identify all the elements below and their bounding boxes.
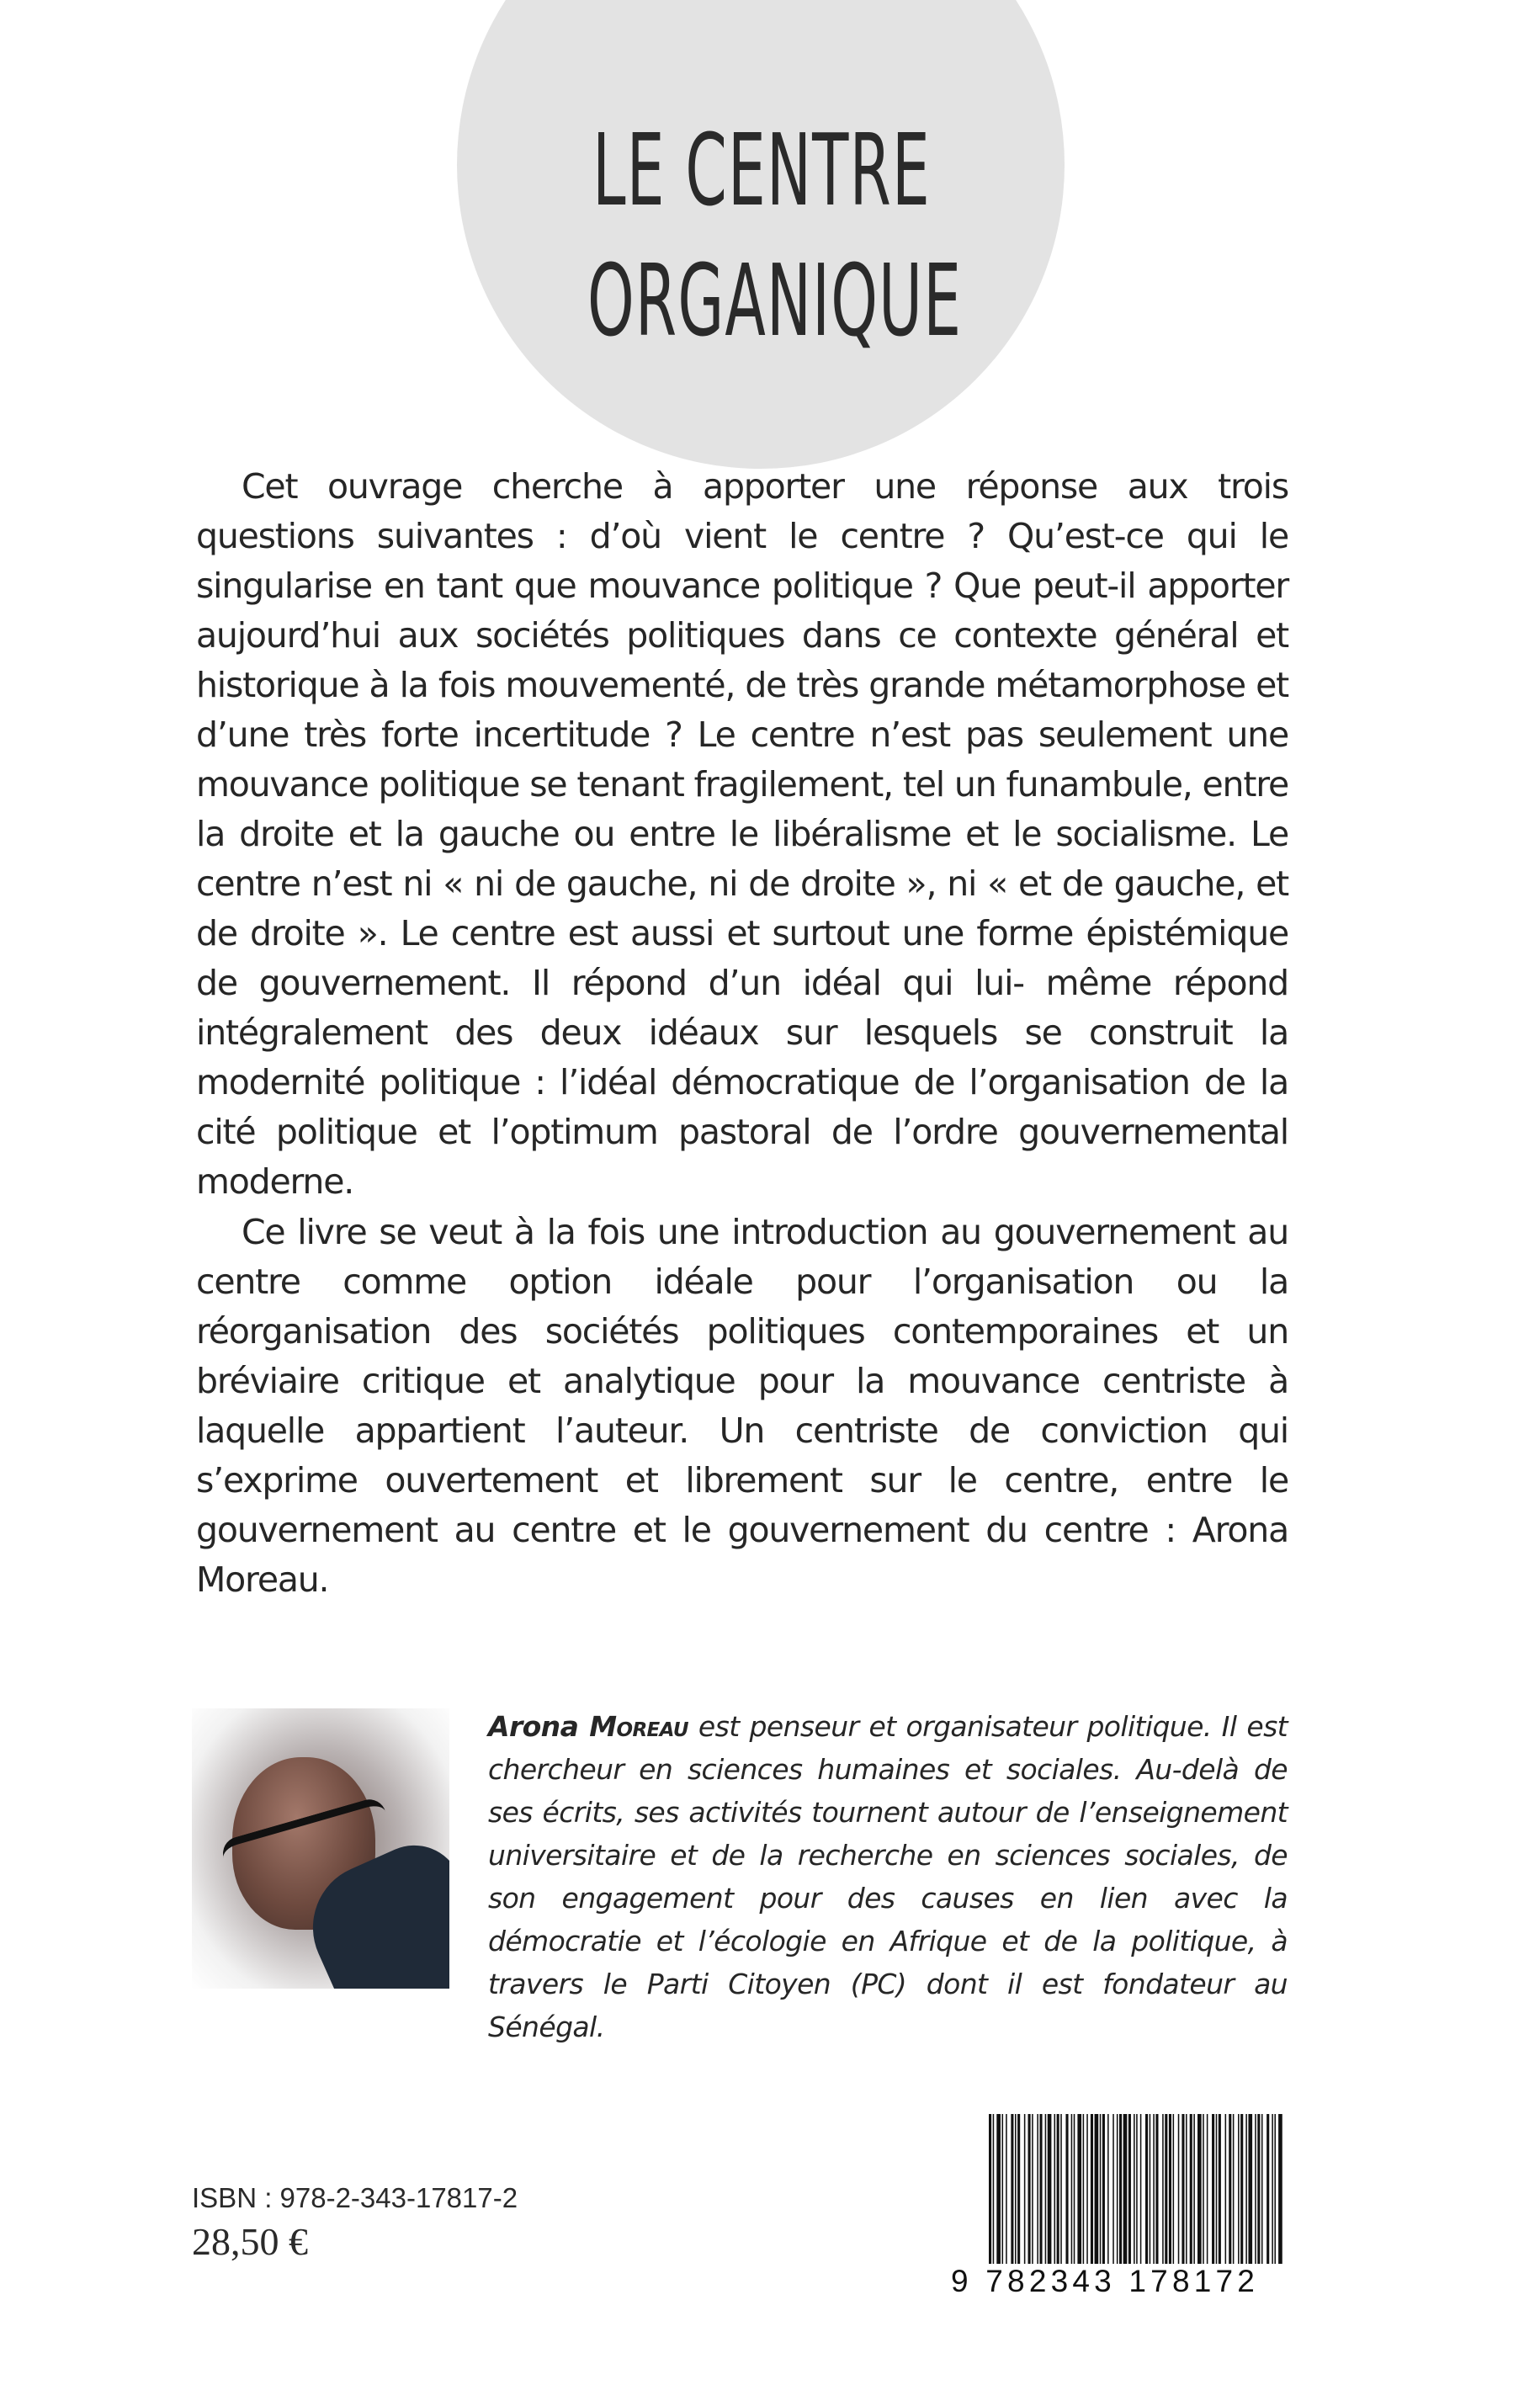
barcode-bar [1193, 2114, 1195, 2264]
barcode-bar [1261, 2114, 1263, 2264]
barcode-bar [1178, 2114, 1180, 2264]
barcode-bar [1257, 2114, 1260, 2264]
barcode-bar [1117, 2114, 1118, 2264]
barcode-bar [1107, 2114, 1109, 2264]
barcode-bar [1233, 2114, 1235, 2264]
barcode-bar [1083, 2114, 1085, 2264]
barcode-bar [1219, 2114, 1221, 2264]
barcode-bar [1186, 2114, 1187, 2264]
book-title-line-2: ORGANIQUE [587, 242, 963, 359]
barcode-bar [1169, 2114, 1171, 2264]
barcode-bar [1274, 2114, 1276, 2264]
author-bio [488, 1705, 1288, 2048]
barcode-bar [1037, 2114, 1038, 2264]
barcode-digits: 9 782343 178172 [951, 2264, 1260, 2298]
barcode-bar [1071, 2114, 1073, 2264]
barcode-bar [1077, 2114, 1081, 2264]
barcode-bar [1140, 2114, 1142, 2264]
barcode-bar [1011, 2114, 1013, 2264]
barcode-bar [1006, 2114, 1007, 2264]
barcode-bar [1245, 2114, 1247, 2264]
barcode-bar [1002, 2114, 1004, 2264]
barcode-bar [989, 2114, 991, 2264]
barcode-bar [1207, 2114, 1208, 2264]
barcode-bar [1278, 2114, 1282, 2264]
barcode-bar [1123, 2114, 1128, 2264]
barcode-bar [1197, 2114, 1202, 2264]
barcode-icon [989, 2114, 1283, 2264]
barcode-bar [1060, 2114, 1062, 2264]
barcode-bar [1182, 2114, 1184, 2264]
isbn-label: ISBN : 978-2-343-17817-2 [192, 2182, 518, 2213]
barcode-bar [1155, 2114, 1158, 2264]
barcode-bar [1173, 2114, 1175, 2264]
barcode-bar [1039, 2114, 1042, 2264]
book-title-line-1: LE CENTRE [592, 112, 931, 228]
barcode-bar [1045, 2114, 1047, 2264]
barcode-bar [1086, 2114, 1088, 2264]
barcode-bar [1065, 2114, 1068, 2264]
blurb-paragraph-2: Ce livre se veut à la fois une introduction au gouvernement au centre comme option idéale pour l’organisation ou la réorganisation des sociétés politiques contemporaines et un bréviaire critique et analytique pour la mouvance centriste à laquelle appartient l’auteur. Un centriste de conviction qui s’exprime ouvertement et librement sur le centre, entre le gouvernement au centre et le gouvernement du centre : Arona Moreau. [196, 1212, 1288, 1600]
barcode-bar [1128, 2114, 1131, 2264]
barcode-bar [1190, 2114, 1192, 2264]
barcode-bar [1240, 2114, 1243, 2264]
barcode-bar [1267, 2114, 1269, 2264]
barcode-bar [1102, 2114, 1105, 2264]
author-last-name: Moreau [589, 1710, 688, 1743]
book-title [587, 105, 963, 366]
barcode-bar [1225, 2114, 1227, 2264]
barcode-bar [1024, 2114, 1026, 2264]
barcode-bar [1119, 2114, 1122, 2264]
barcode-bar [1091, 2114, 1093, 2264]
barcode-block [951, 2114, 1283, 2308]
author-name [488, 1710, 688, 1743]
barcode-bar [1216, 2114, 1218, 2264]
barcode-bar [1255, 2114, 1256, 2264]
barcode-bar [1150, 2114, 1151, 2264]
barcode-bar [1054, 2114, 1056, 2264]
barcode-bar [1165, 2114, 1167, 2264]
barcode-bar [1272, 2114, 1273, 2264]
barcode-bar [993, 2114, 995, 2264]
barcode-bar [1032, 2114, 1033, 2264]
barcode-bar [1212, 2114, 1214, 2264]
author-photo [192, 1708, 449, 1989]
barcode-bar [996, 2114, 1001, 2264]
barcode-bar [1017, 2114, 1020, 2264]
barcode-bar [1095, 2114, 1099, 2264]
author-first-name: Arona [488, 1710, 579, 1743]
barcode-bar [1136, 2114, 1138, 2264]
barcode-bar [1048, 2114, 1052, 2264]
barcode-bar [1113, 2114, 1114, 2264]
price-label: 28,50 € [192, 2220, 308, 2263]
barcode-bar [1100, 2114, 1102, 2264]
blurb-paragraph-1: Cet ouvrage cherche à apporter une réponse aux trois questions suivantes : d’où vient le centre ? Qu’est-ce qui le singularise en tant que mouvance politique ? Que peut-il apporter aujourd’hui aux sociétés politiques dans ce contexte général et historique à la fois mouvementé, de très grande métamorphose et d’une très forte incertitude ? Le centre n’est pas seulement une mouvance politique se tenant fragilement, tel un funambule, entre la droite et la gauche ou entre le libéralisme et le socialisme. Le centre n’est ni « ni de gauche, ni de droite », ni « et de gauche, et de droite ». Le centre est aussi et surtout une forme épistémique de gouvernement. Il répond d’un idéal qui lui- même répond intégralement des deux idéaux sur lesquels se construit la modernité politique : l’idéal démocratique de l’organisation de la cité politique et l’optimum pastoral de l’ordre gouvernemental moderne. [196, 466, 1288, 1202]
barcode-bar [1145, 2114, 1148, 2264]
barcode-bar [1229, 2114, 1231, 2264]
barcode-bar [1248, 2114, 1252, 2264]
barcode-bar [1203, 2114, 1204, 2264]
barcode-bar [1162, 2114, 1164, 2264]
barcode-bar [1015, 2114, 1017, 2264]
barcode-bar [1057, 2114, 1059, 2264]
barcode-bar [1238, 2114, 1240, 2264]
barcode-bar [1074, 2114, 1075, 2264]
barcode-bar [1153, 2114, 1155, 2264]
barcode-bar [1028, 2114, 1031, 2264]
author-bio-text: est penseur et organisateur politique. Il est chercheur en sciences humaines et sociales. Au-delà de ses écrits, ses activités tournent autour de l’enseignement universitaire et de la recherche en sciences sociales, de son engagement pour des causes en lien avec la démocratie et l’écologie en Afrique et de la politique, à travers le Parti Citoyen (PC) dont il est fondateur au Sénégal. [488, 1710, 1288, 2043]
barcode-bar [1134, 2114, 1135, 2264]
